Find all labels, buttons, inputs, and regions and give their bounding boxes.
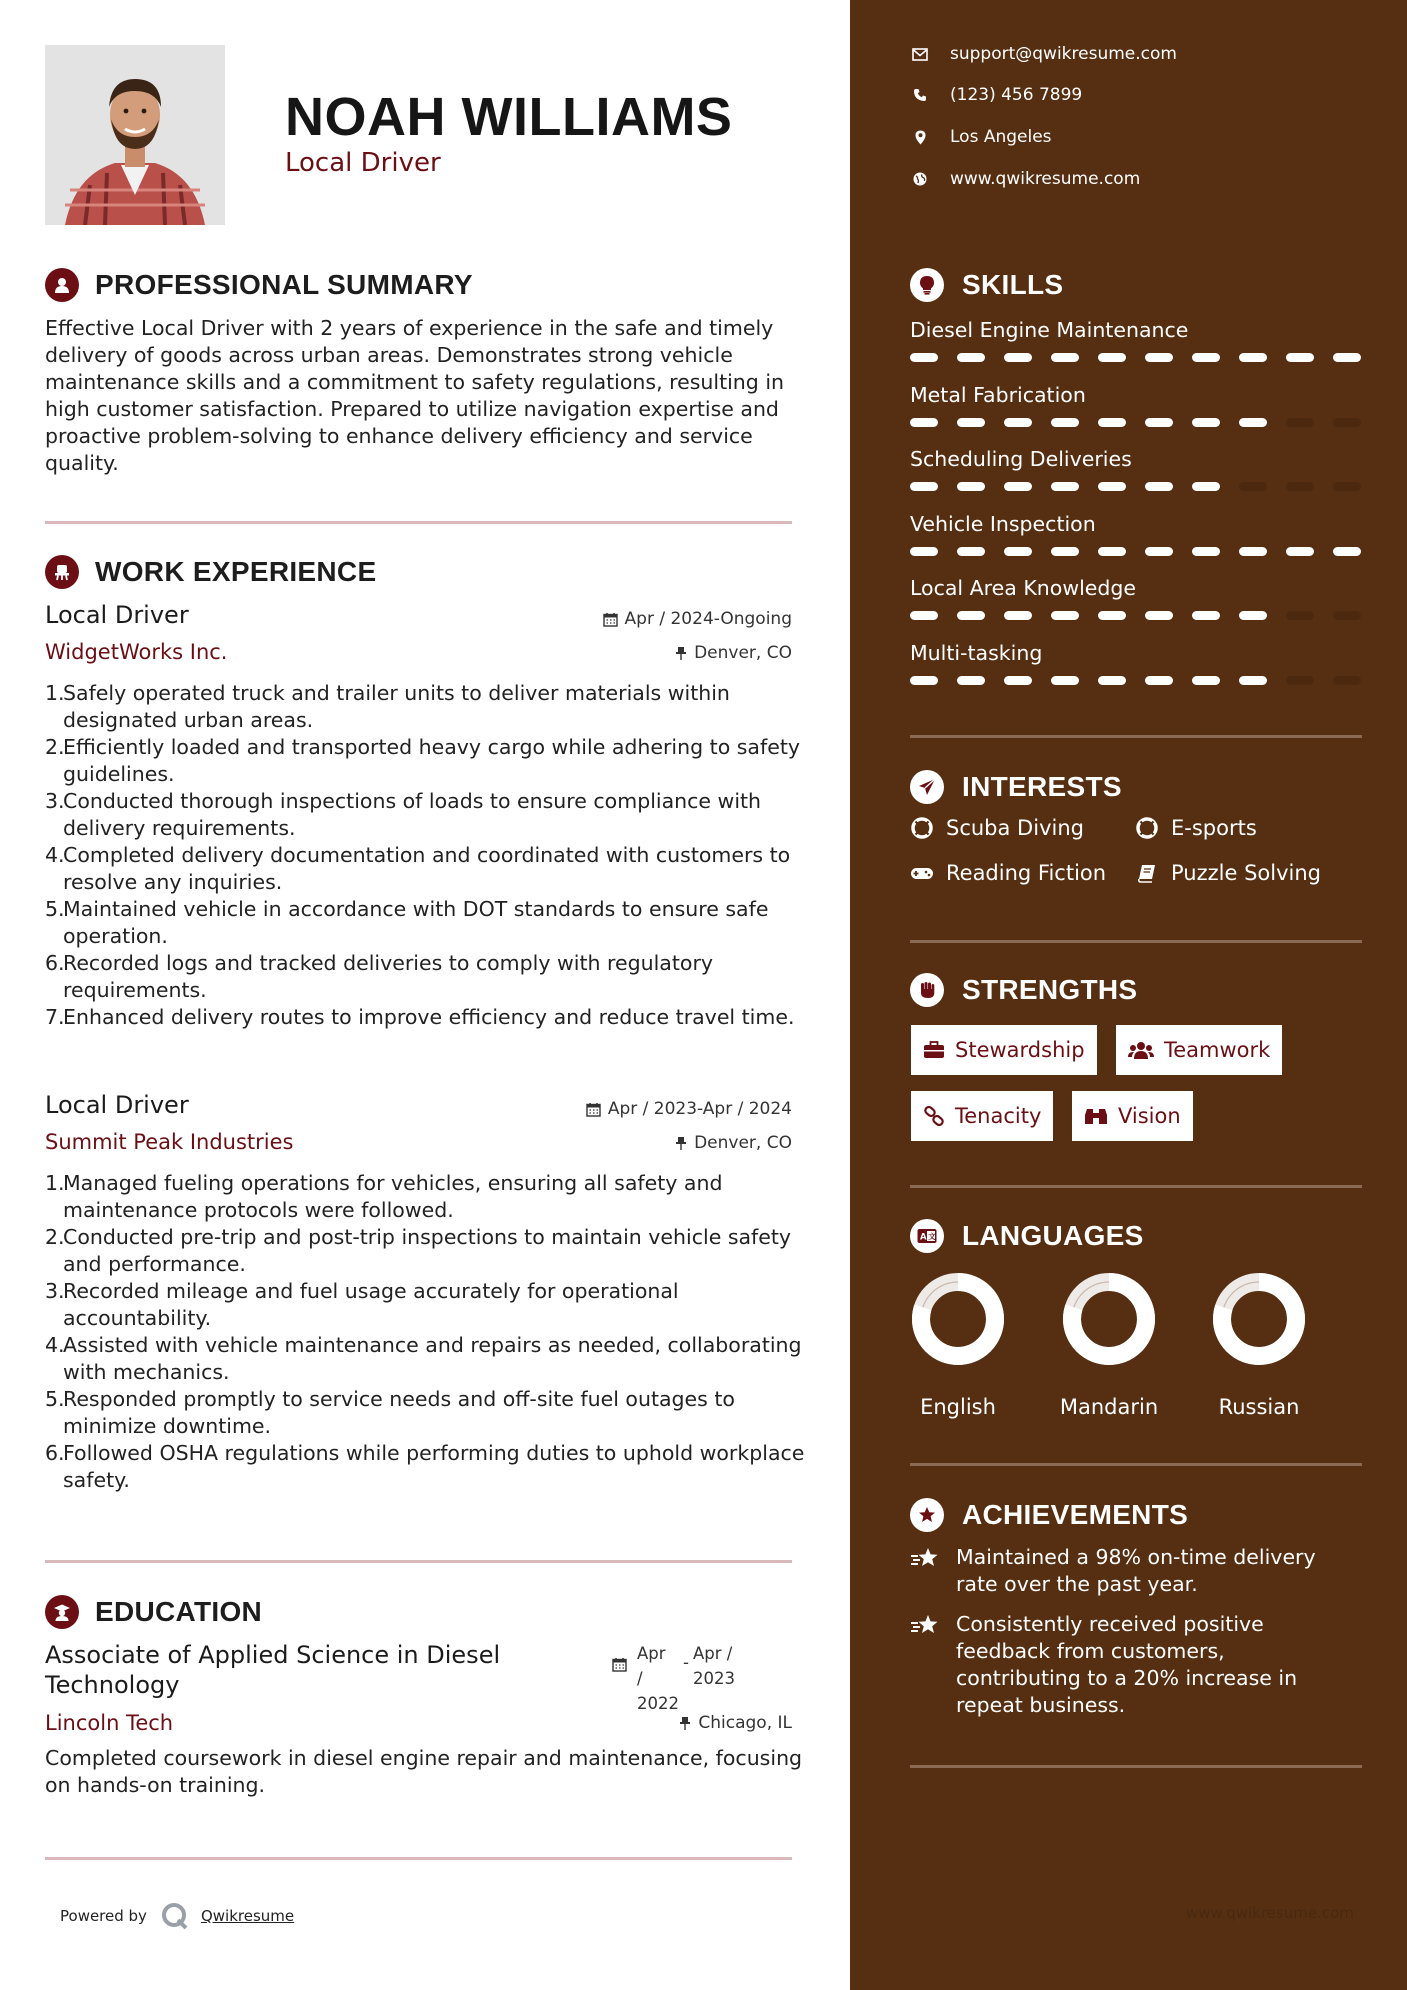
skill-dash-filled: [1239, 353, 1267, 362]
briefcase-icon: [923, 1041, 945, 1059]
interest-item: Scuba Diving: [910, 816, 1084, 840]
experience-title: WORK EXPERIENCE: [95, 556, 377, 587]
skill-dash-filled: [1098, 611, 1126, 620]
skill-dash-filled: [1051, 353, 1079, 362]
education-heading: [45, 1595, 262, 1629]
skill-name: Multi-tasking: [910, 641, 1043, 665]
globe-icon: [910, 172, 930, 186]
skill-level-bar: [910, 353, 1380, 362]
skill-level-bar: [910, 611, 1380, 620]
interest-item: E-sports: [1135, 816, 1257, 840]
skill-dash-filled: [1192, 353, 1220, 362]
language-item: [903, 1271, 1013, 1419]
skill-dash-filled: [910, 418, 938, 427]
skill-dash-filled: [1145, 611, 1173, 620]
skill-dash-empty: [1333, 676, 1361, 685]
strength-badge: Stewardship: [911, 1025, 1097, 1075]
translate-icon: [910, 1219, 944, 1253]
skill-dash-filled: [1145, 676, 1173, 685]
strengths-heading: [910, 973, 1137, 1007]
skill-dash-filled: [1286, 547, 1314, 556]
list-item: 5. Maintained vehicle in accordance with DOT standards to ensure safe operation.: [45, 897, 769, 948]
skill-dash-filled: [957, 547, 985, 556]
profile-photo: [45, 45, 225, 225]
skill-dash-filled: [1145, 482, 1173, 491]
section-divider: [45, 1560, 792, 1563]
skill-dash-filled: [1145, 418, 1173, 427]
powered-by: Powered by Qwikresume: [60, 1902, 294, 1930]
skill-dash-empty: [1286, 418, 1314, 427]
duty-list: [45, 1170, 805, 1494]
strengths-title: STRENGTHS: [962, 974, 1138, 1005]
section-divider: [45, 521, 792, 524]
skill-name: Local Area Knowledge: [910, 576, 1137, 600]
achievement-item: Consistently received positive feedback from customers, contributing to a 20% increase in repeat business.: [910, 1611, 1330, 1719]
lightbulb-icon: [910, 268, 944, 302]
skill-dash-empty: [1286, 482, 1314, 491]
envelope-icon: [910, 48, 930, 61]
graduate-icon: [45, 1595, 79, 1629]
skill-dash-filled: [1004, 482, 1032, 491]
calendar-icon: [612, 1657, 627, 1672]
fist-icon: [910, 973, 944, 1007]
list-item: 6. Recorded logs and tracked deliveries to comply with regulatory requirements.: [45, 951, 714, 1002]
language-name: Russian: [1218, 1395, 1300, 1419]
strength-badge: Tenacity: [911, 1091, 1053, 1141]
user-icon: [45, 268, 79, 302]
skill-dash-filled: [1239, 676, 1267, 685]
pin-icon: [679, 1716, 691, 1731]
skill-dash-filled: [1192, 676, 1220, 685]
lifebuoy-icon: [1135, 817, 1159, 839]
language-name: Mandarin: [1059, 1395, 1159, 1419]
job-location: Denver, CO: [675, 1133, 792, 1153]
skill-dash-filled: [1098, 482, 1126, 491]
skill-dash-filled: [910, 611, 938, 620]
language-item: [1054, 1271, 1164, 1419]
interest-item: Puzzle Solving: [1135, 861, 1321, 885]
paper-plane-icon: [910, 770, 944, 804]
language-ring: [1211, 1271, 1307, 1367]
degree-title: Associate of Applied Science in Diesel Technology: [45, 1641, 501, 1699]
skill-dash-filled: [957, 676, 985, 685]
star-icon: [910, 1544, 942, 1598]
list-item: 3. Conducted thorough inspections of loads to ensure compliance with delivery requirements.: [45, 789, 762, 840]
languages-heading: [910, 1219, 1144, 1253]
skill-dash-filled: [1098, 547, 1126, 556]
skill-dash-empty: [1286, 676, 1314, 685]
skill-dash-empty: [1333, 482, 1361, 491]
users-icon: [1128, 1040, 1154, 1060]
skill-name: Metal Fabrication: [910, 383, 1086, 407]
skill-dash-filled: [910, 676, 938, 685]
education-title: EDUCATION: [95, 1596, 263, 1627]
skill-dash-filled: [910, 482, 938, 491]
skill-dash-filled: [1333, 547, 1361, 556]
language-ring: [910, 1271, 1006, 1367]
school-location: Chicago, IL: [679, 1713, 792, 1733]
skills-heading: [910, 268, 1063, 302]
skill-dash-filled: [1004, 353, 1032, 362]
skills-title: SKILLS: [962, 269, 1064, 300]
skill-dash-empty: [1239, 482, 1267, 491]
skill-dash-filled: [1145, 353, 1173, 362]
skill-dash-filled: [957, 482, 985, 491]
strength-badge: Vision: [1072, 1091, 1193, 1141]
calendar-icon: [603, 612, 618, 627]
education-date: Apr / 2022 - Apr / 2023: [612, 1641, 733, 1716]
skill-dash-filled: [1098, 418, 1126, 427]
contact-phone[interactable]: (123) 456 7899: [910, 85, 1082, 105]
list-item: 6. Followed OSHA regulations while performing duties to uphold workplace safety.: [45, 1441, 805, 1492]
job-title: Local Driver: [45, 601, 189, 629]
footer-url[interactable]: www.qwikresume.com: [1186, 1904, 1354, 1922]
job-date: Apr / 2023-Apr / 2024: [586, 1099, 792, 1119]
list-item: 1. Managed fueling operations for vehicles, ensuring all safety and maintenance protocols were followed.: [45, 1171, 723, 1222]
skill-dash-filled: [1004, 611, 1032, 620]
interest-item: Reading Fiction: [910, 861, 1106, 885]
qwikresume-link[interactable]: Qwikresume: [200, 1907, 295, 1925]
skill-name: Scheduling Deliveries: [910, 447, 1132, 471]
skill-dash-empty: [1286, 611, 1314, 620]
list-item: 5. Responded promptly to service needs and off-site fuel outages to minimize downtime.: [45, 1387, 735, 1438]
skill-dash-filled: [1098, 353, 1126, 362]
section-divider: [910, 1463, 1362, 1466]
map-pin-icon: [910, 130, 930, 145]
list-item: 4. Assisted with vehicle maintenance and repairs as needed, collaborating with mechanics.: [45, 1333, 802, 1384]
skill-level-bar: [910, 676, 1380, 685]
candidate-name: NOAH WILLIAMS: [285, 87, 733, 147]
star-badge-icon: [910, 1498, 944, 1532]
svg-text:A: A: [920, 1232, 927, 1243]
skill-dash-filled: [1192, 418, 1220, 427]
skill-dash-filled: [1286, 353, 1314, 362]
calendar-icon: [586, 1102, 601, 1117]
sidebar: [850, 0, 1407, 1990]
school-name: Lincoln Tech: [45, 1711, 174, 1735]
skill-dash-filled: [1051, 611, 1079, 620]
list-item: 3. Recorded mileage and fuel usage accurately for operational accountability.: [45, 1279, 679, 1330]
skill-dash-filled: [1239, 611, 1267, 620]
pin-icon: [675, 1136, 687, 1151]
skill-dash-filled: [1051, 547, 1079, 556]
skill-dash-empty: [1333, 611, 1361, 620]
skill-dash-filled: [1004, 547, 1032, 556]
pin-icon: [675, 646, 687, 661]
duty-list: [45, 680, 805, 1031]
skill-dash-filled: [1051, 482, 1079, 491]
candidate-role: Local Driver: [285, 148, 441, 178]
section-divider: [910, 735, 1362, 738]
section-divider: [910, 1185, 1362, 1188]
skill-dash-filled: [910, 353, 938, 362]
list-item: 7. Enhanced delivery routes to improve efficiency and reduce travel time.: [45, 1005, 795, 1029]
achievements-heading: [910, 1498, 1188, 1532]
skill-level-bar: [910, 547, 1380, 556]
achievement-item: Maintained a 98% on-time delivery rate over the past year.: [910, 1544, 1330, 1598]
summary-title: PROFESSIONAL SUMMARY: [95, 269, 473, 300]
language-item: [1204, 1271, 1314, 1419]
skill-dash-filled: [1004, 418, 1032, 427]
summary-heading: [45, 268, 473, 302]
education-description: Completed coursework in diesel engine repair and maintenance, focusing on hands-on training.: [45, 1746, 803, 1797]
languages-title: LANGUAGES: [962, 1220, 1144, 1251]
gamepad-icon: [910, 865, 934, 881]
contact-website[interactable]: www.qwikresume.com: [910, 169, 1140, 189]
contact-email[interactable]: support@qwikresume.com: [910, 44, 1177, 64]
interests-heading: [910, 770, 1122, 804]
achievements-title: ACHIEVEMENTS: [962, 1499, 1189, 1530]
link-icon: [923, 1106, 945, 1126]
experience-heading: [45, 555, 376, 589]
skill-dash-filled: [957, 418, 985, 427]
skill-dash-filled: [1145, 547, 1173, 556]
language-name: English: [920, 1395, 996, 1419]
skill-dash-filled: [1192, 547, 1220, 556]
skill-name: Diesel Engine Maintenance: [910, 318, 1189, 342]
summary-text: Effective Local Driver with 2 years of experience in the safe and timely delivery of goods across urban areas. Demonstrates strong vehicle maintenance skills and a commitment to safety regulations, resulting in high customer satisfaction. Prepared to utilize navigation expertise and proactive problem-solving to enhance delivery efficiency and service quality.: [45, 316, 785, 475]
section-divider: [910, 940, 1362, 943]
skill-dash-filled: [1239, 547, 1267, 556]
skill-dash-filled: [910, 547, 938, 556]
lifebuoy-icon: [910, 817, 934, 839]
section-divider: [45, 1857, 792, 1860]
skill-dash-filled: [1098, 676, 1126, 685]
book-icon: [1135, 863, 1159, 883]
list-item: 2. Conducted pre-trip and post-trip inspections to maintain vehicle safety and performance.: [45, 1225, 792, 1276]
job-date: Apr / 2024-Ongoing: [603, 609, 792, 629]
language-ring: [1061, 1271, 1157, 1367]
skill-dash-empty: [1333, 418, 1361, 427]
list-item: 2. Efficiently loaded and transported heavy cargo while adhering to safety guidelines.: [45, 735, 800, 786]
skill-level-bar: [910, 418, 1380, 427]
skill-dash-filled: [1051, 676, 1079, 685]
interests-title: INTERESTS: [962, 771, 1122, 802]
skill-level-bar: [910, 482, 1380, 491]
binoculars-icon: [1084, 1106, 1108, 1126]
skill-dash-filled: [1004, 676, 1032, 685]
qwikresume-logo-icon: [161, 1902, 189, 1930]
skill-name: Vehicle Inspection: [910, 512, 1096, 536]
list-item: 1. Safely operated truck and trailer units to deliver materials within designated urban areas.: [45, 681, 730, 732]
star-icon: [910, 1611, 942, 1719]
skill-dash-filled: [1051, 418, 1079, 427]
svg-text:文: 文: [928, 1232, 936, 1241]
skill-dash-filled: [1192, 482, 1220, 491]
strength-badge: Teamwork: [1116, 1025, 1282, 1075]
skill-dash-filled: [1333, 353, 1361, 362]
skill-dash-filled: [957, 611, 985, 620]
briefcase-chair-icon: [45, 555, 79, 589]
contact-location: Los Angeles: [910, 127, 1052, 147]
skill-dash-filled: [957, 353, 985, 362]
section-divider: [910, 1765, 1362, 1768]
job-title: Local Driver: [45, 1091, 189, 1119]
list-item: 4. Completed delivery documentation and coordinated with customers to resolve any inquiries.: [45, 843, 791, 894]
phone-icon: [910, 88, 930, 102]
skill-dash-filled: [1192, 611, 1220, 620]
job-location: Denver, CO: [675, 643, 792, 663]
skill-dash-filled: [1239, 418, 1267, 427]
company-name: WidgetWorks Inc.: [45, 640, 228, 664]
company-name: Summit Peak Industries: [45, 1130, 294, 1154]
